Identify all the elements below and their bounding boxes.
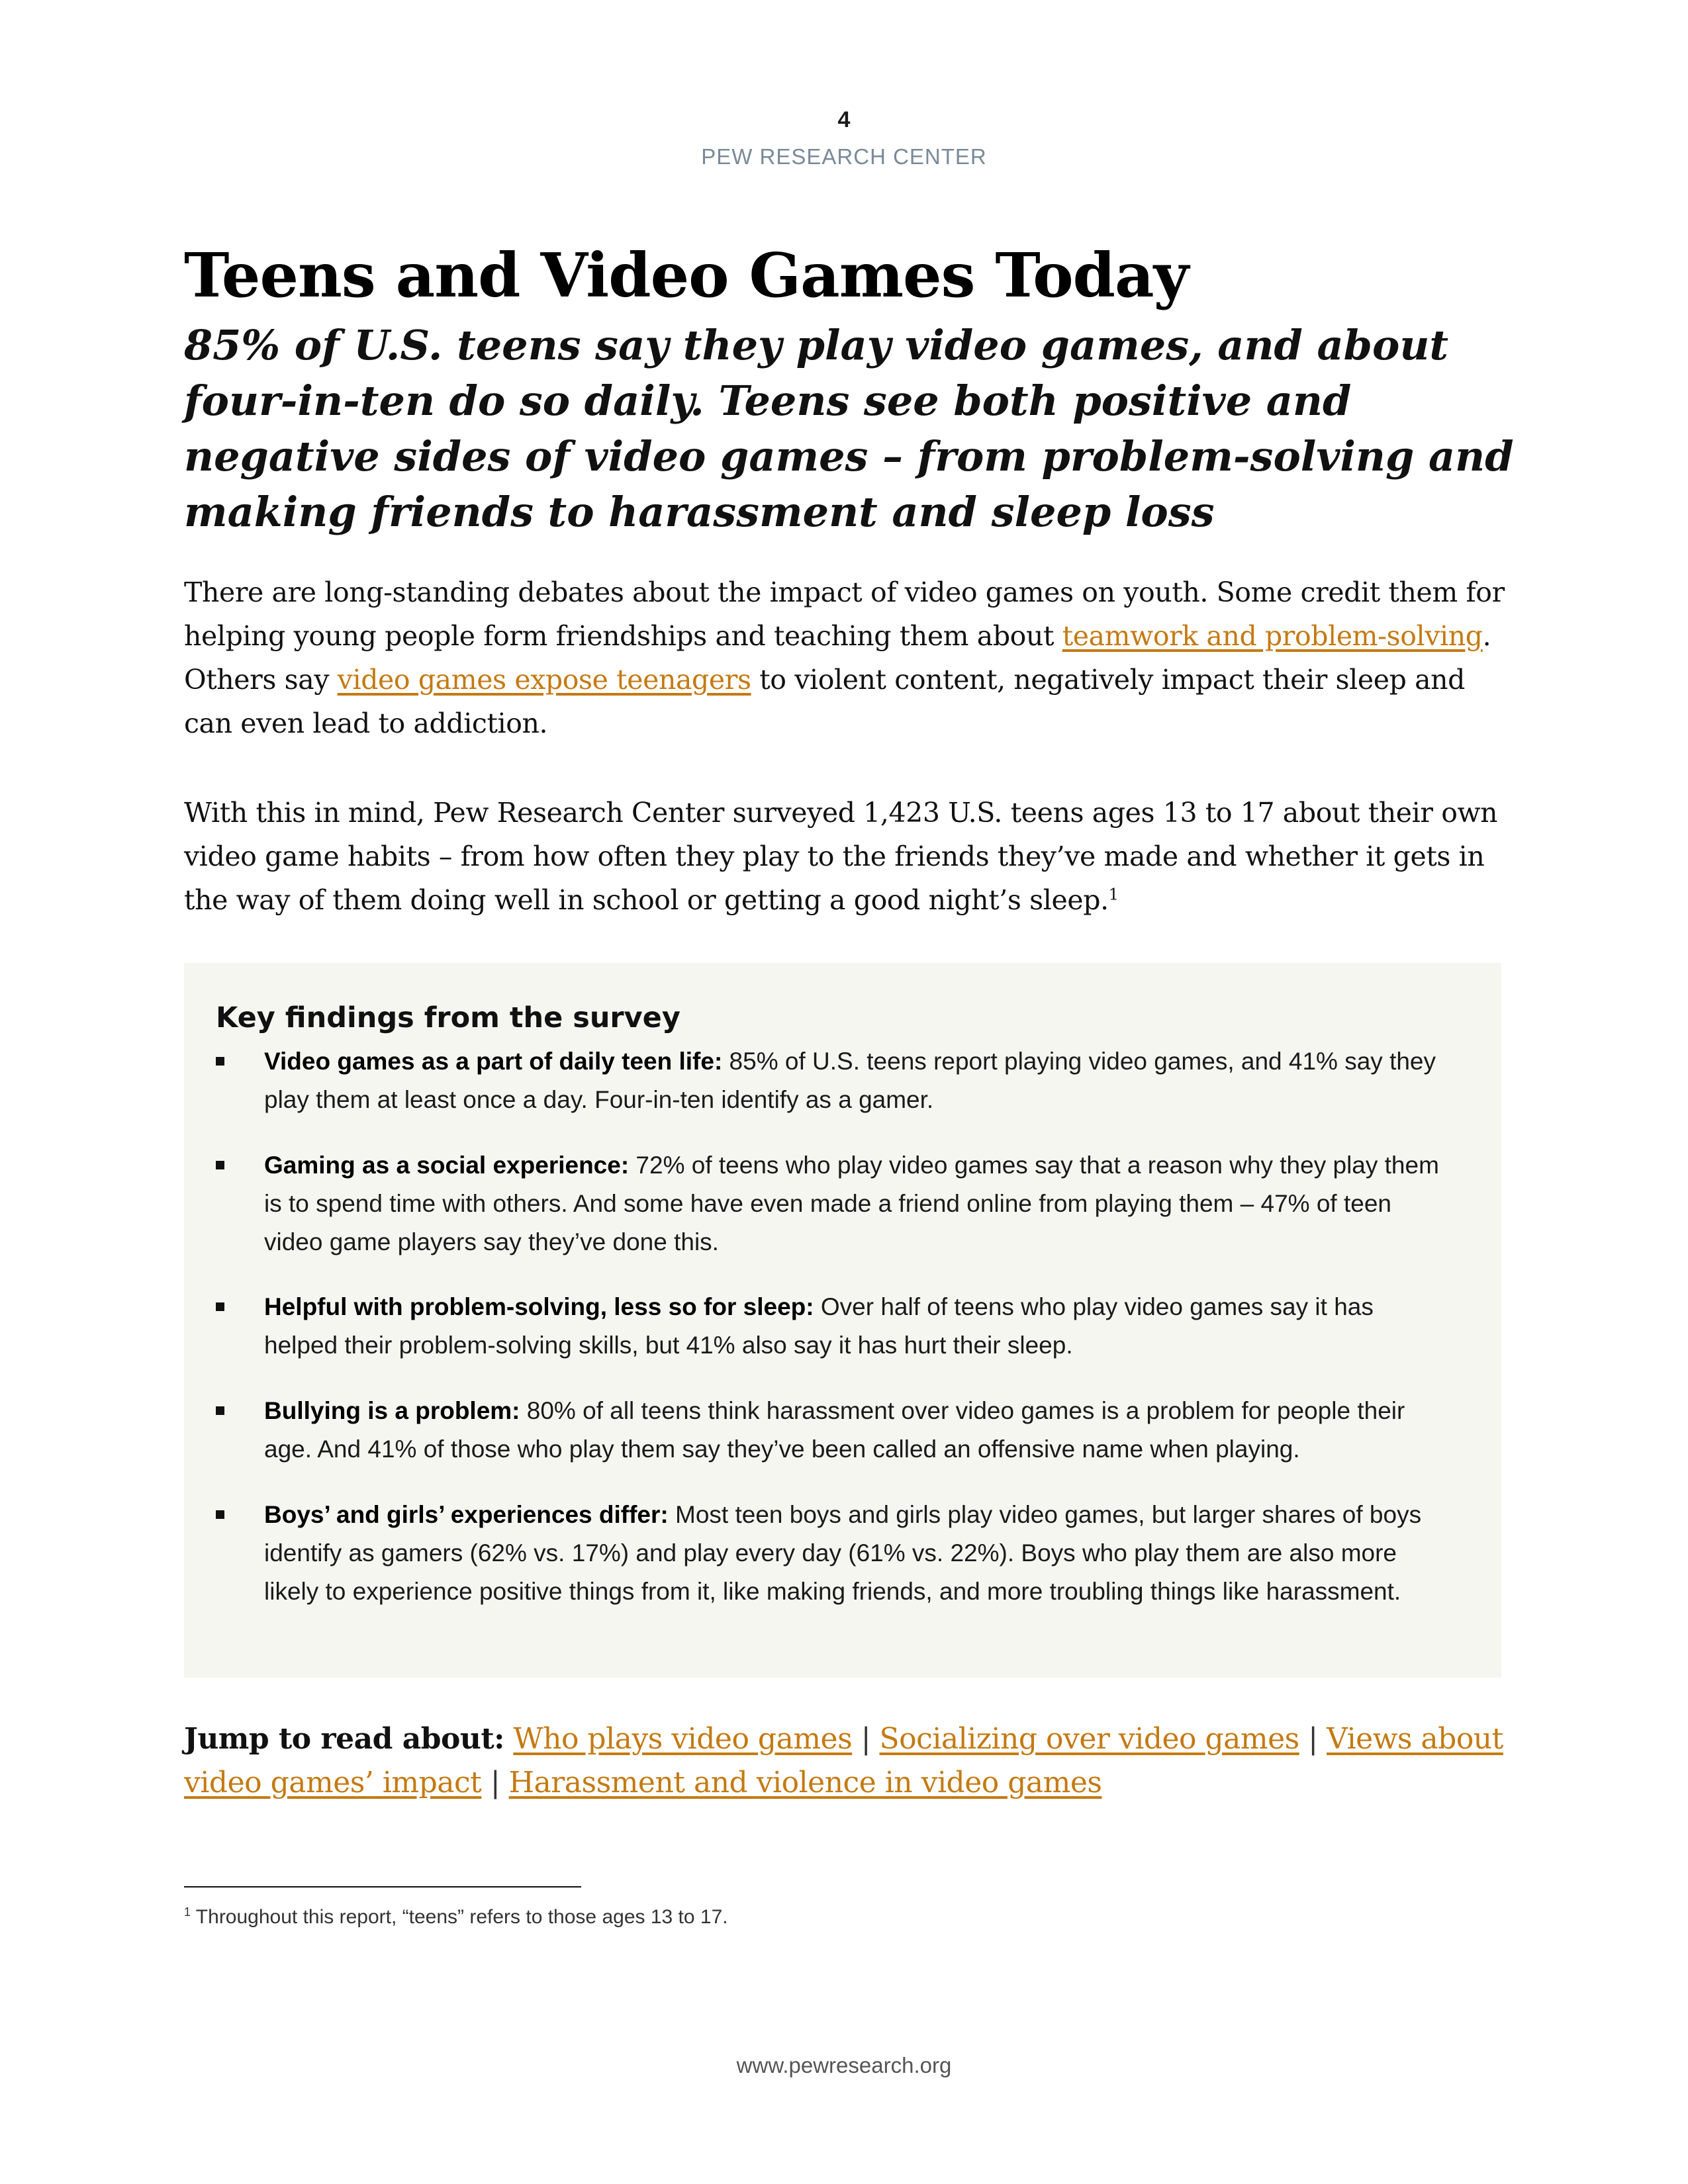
key-finding-text: Most teen boys and girls play video games, but larger shares of boys identify as gamers (62% vs. 17%) and play every day (61% vs. 22%). Boys who play them are also more likely to experience positive things from it, like making friends, and more troubling things like harassment. xyxy=(264,1501,1422,1605)
footnote-reference[interactable]: 1 xyxy=(1108,885,1119,904)
page-title: Teens and Video Games Today xyxy=(184,240,1189,311)
video-games-expose-link[interactable]: video games expose teenagers xyxy=(337,664,751,696)
footnote-number: 1 xyxy=(184,1905,191,1919)
intro-text-2: . Others say xyxy=(184,620,1491,696)
square-bullet-icon xyxy=(216,1302,224,1311)
jump-link-who-plays[interactable]: Who plays video games xyxy=(513,1722,853,1756)
jump-separator: | xyxy=(861,1722,871,1756)
jump-to-section-nav xyxy=(184,1717,1515,1805)
page-subtitle: 85% of U.S. teens say they play video games, and about four-in-ten do so daily. Teens see both positive and negative sides of video games – from problem-solving and making friends to harassment and sleep loss xyxy=(184,321,1514,536)
key-finding-item xyxy=(216,1496,1447,1611)
jump-link-socializing[interactable]: Socializing over video games xyxy=(879,1722,1299,1756)
key-finding-item xyxy=(216,1146,1447,1261)
method-paragraph xyxy=(184,791,1515,922)
method-text: With this in mind, Pew Research Center surveyed 1,423 U.S. teens ages 13 to 17 about their own video game habits – from how often they play to the friends they’ve made and whether it gets in the way of them doing well in school or getting a good night’s sleep. xyxy=(184,797,1498,916)
intro-text-1: There are long-standing debates about the impact of video games on youth. Some credit them for helping young people form friendships and teaching them about xyxy=(184,576,1505,652)
jump-link-harassment[interactable]: Harassment and violence in video games xyxy=(508,1766,1102,1799)
key-finding-item xyxy=(216,1288,1447,1365)
org-header: PEW RESEARCH CENTER xyxy=(701,144,987,169)
square-bullet-icon xyxy=(216,1057,224,1066)
key-finding-lead: Gaming as a social experience: xyxy=(264,1152,630,1179)
key-finding-lead: Boys’ and girls’ experiences differ: xyxy=(264,1501,669,1528)
key-finding-lead: Helpful with problem-solving, less so for sleep: xyxy=(264,1293,814,1320)
square-bullet-icon xyxy=(216,1510,224,1519)
key-finding-item xyxy=(216,1392,1447,1469)
key-finding-lead: Bullying is a problem: xyxy=(264,1397,520,1424)
footnote-text: Throughout this report, “teens” refers to those ages 13 to 17. xyxy=(191,1906,728,1928)
jump-link-views-impact[interactable]: Views about video games’ impact xyxy=(184,1722,1503,1799)
key-finding-text: 80% of all teens think harassment over video games is a problem for people their age. And 41% of those who play them say they’ve been called an offensive name when playing. xyxy=(264,1397,1405,1463)
teamwork-link[interactable]: teamwork and problem-solving xyxy=(1062,620,1483,652)
footer-url[interactable]: www.pewresearch.org xyxy=(736,2053,952,2077)
key-findings-box xyxy=(184,963,1501,1678)
intro-text-3: to violent content, negatively impact their sleep and can even lead to addiction. xyxy=(184,664,1465,739)
key-findings-heading: Key findings from the survey xyxy=(216,1001,680,1034)
footnote xyxy=(184,1906,728,1929)
square-bullet-icon xyxy=(216,1161,224,1169)
key-finding-item xyxy=(216,1042,1447,1119)
key-finding-text: 85% of U.S. teens report playing video games, and 41% say they play them at least once a day. Four-in-ten identify as a gamer. xyxy=(264,1048,1436,1113)
key-finding-text: 72% of teens who play video games say that a reason why they play them is to spend time with others. And some have even made a friend online from playing them – 47% of teen video game players say they’ve done this. xyxy=(264,1152,1439,1255)
key-finding-lead: Video games as a part of daily teen life: xyxy=(264,1048,723,1075)
intro-paragraph xyxy=(184,570,1515,745)
jump-separator: | xyxy=(490,1766,500,1799)
page-number: 4 xyxy=(837,107,851,132)
jump-label: Jump to read about: xyxy=(184,1722,504,1756)
jump-separator: | xyxy=(1308,1722,1318,1756)
footnote-divider xyxy=(184,1886,581,1888)
square-bullet-icon xyxy=(216,1406,224,1415)
key-finding-text: Over half of teens who play video games say it has helped their problem-solving skills, but 41% also say it has hurt their sleep. xyxy=(264,1293,1374,1359)
